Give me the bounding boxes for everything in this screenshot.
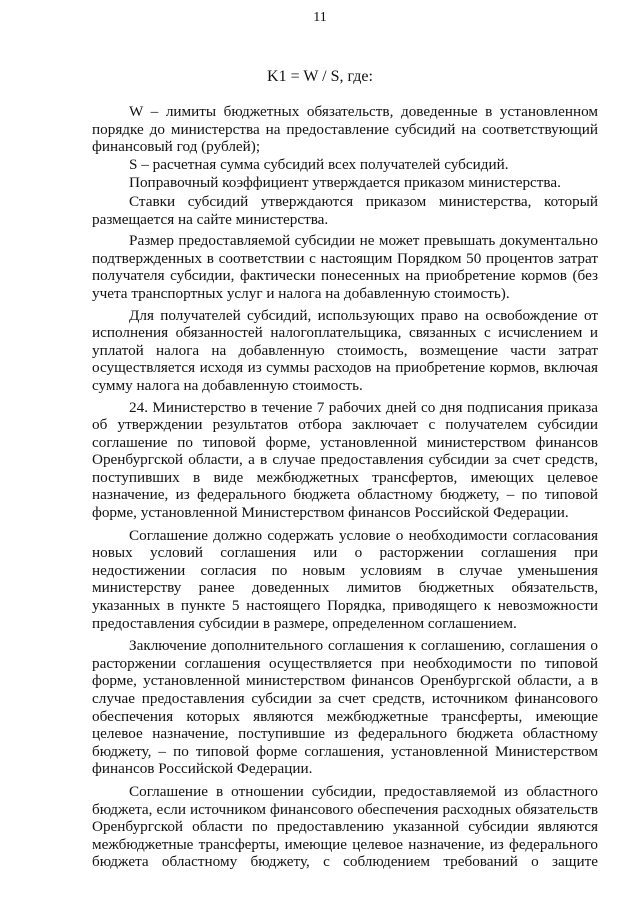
paragraph-s-definition: S – расчетная сумма субсидий всех получателей субсидий. bbox=[129, 155, 509, 173]
paragraph-vat-exemption: Для получателей субсидий, использующих право на освобождение от исполнения обязанностей налогоплательщика, связанных с исчислением и уплатой налога на добавленную стоимость, возмещение части затрат осуществляется исходя из суммы расходов на приобретение кормов, включая сумму налога на добавленную стоимость. bbox=[92, 306, 598, 394]
document-body bbox=[92, 103, 598, 871]
paragraph-regional-budget: Соглашение в отношении субсидии, предоставляемой из областного бюджета, если источником финансового обеспечения расходных обязательств Оренбургской области по предоставлению указанной субсидии являются межбюджетные трансферты, имеющие целевое назначение, из федерального бюджета областному бюджету, с соблюдением требований о защите bbox=[92, 782, 598, 871]
paragraph-coefficient: Поправочный коэффициент утверждается приказом министерства. bbox=[129, 174, 561, 192]
paragraph-agreement-conditions: Соглашение должно содержать условие о необходимости согласования новых условий соглашения или о расторжении соглашения при недостижении согласия по новым условиям в случае уменьшения министерству ранее доведенных лимитов бюджетных обязательств, указанных в пункте 5 настоящего Порядка, приводящего к невозможности предоставления субсидии в размере, определенном соглашением. bbox=[92, 526, 598, 632]
paragraph-subsidy-limit: Размер предоставляемой субсидии не может превышать документально подтвержденных в соответствии с настоящим Порядком 50 процентов затрат получателя субсидии, фактически понесенных на приобретение кормов (без учета транспортных услуг и налога на добавленную стоимость). bbox=[92, 232, 598, 302]
paragraph-additional-agreement: Заключение дополнительного соглашения к соглашению, соглашения о расторжении соглашения осуществляется при необходимости по типовой форме, установленной министерством финансов Оренбургской области, а в случае предоставления субсидии за счет средств, источником финансового обеспечения которых являются межбюджетные трансферты, имеющие целевое назначение, поступившие из федерального бюджета областному бюджету, – по типовой форме соглашения, установленной Министерством финансов Российской Федерации. bbox=[92, 637, 598, 778]
paragraph-item-24: 24. Министерство в течение 7 рабочих дней со дня подписания приказа об утверждении результатов отбора заключает с получателем субсидии соглашение по типовой форме, установленной министерством финансов Оренбургской области, а в случае предоставления субсидии за счет средств, поступивших в виде межбюджетных трансфертов, имеющих целевое назначение, из федерального бюджета областному бюджету, – по типовой форме, установленной Министерством финансов Российской Федерации. bbox=[92, 398, 598, 522]
paragraph-w-definition: W – лимиты бюджетных обязательств, доведенные в установленном порядке до министерства на предоставление субсидий на соответствующий финансовый год (рублей); bbox=[92, 103, 598, 156]
formula: K1 = W / S, где: bbox=[267, 68, 373, 85]
page-number: 11 bbox=[313, 10, 327, 25]
paragraph-rates: Ставки субсидий утверждаются приказом министерства, который размещается на сайте министерства. bbox=[92, 192, 598, 228]
